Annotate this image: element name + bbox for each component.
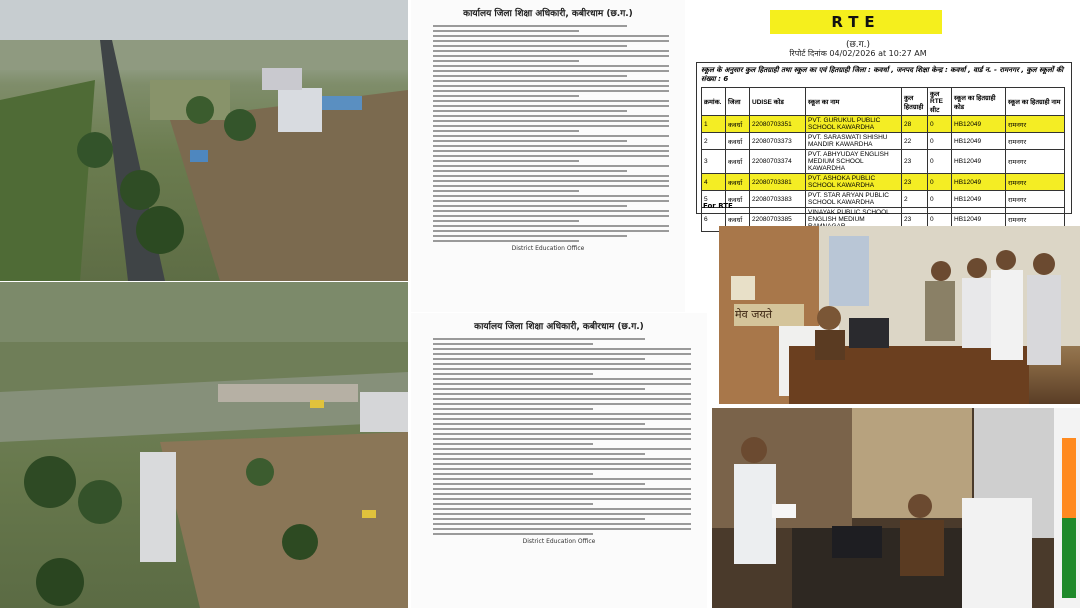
office-photo-bottom (712, 408, 1080, 608)
document-body (433, 25, 669, 242)
column-header: कुल RTE सीट (928, 88, 952, 116)
table-cell-district: कवर्धा (726, 208, 750, 232)
table-cell-seats: 0 (928, 174, 952, 191)
table-cell-udise: 22080703383 (750, 191, 806, 208)
table-cell-no: 3 (702, 150, 726, 174)
table-cell-name: रामनगर (1006, 150, 1065, 174)
column-header: स्कूल का हितग्राही कोड (952, 88, 1006, 116)
rte-table-box (696, 62, 1072, 224)
rte-report (688, 0, 1080, 222)
table-cell-name: रामनगर (1006, 191, 1065, 208)
table-cell-code: HB12049 (952, 174, 1006, 191)
table-row (702, 133, 1065, 150)
paper (772, 504, 796, 518)
officer-vest (815, 330, 845, 360)
table-cell-school: PVT. ASHOKA PUBLIC SCHOOL KAWARDHA (806, 174, 902, 191)
table-cell-total: 23 (902, 150, 928, 174)
table-cell-no: 4 (702, 174, 726, 191)
flag (1062, 438, 1076, 518)
table-cell-school: PVT. GURUKUL PUBLIC SCHOOL KAWARDHA (806, 116, 902, 133)
column-header: क्रमांक. (702, 88, 726, 116)
table-cell-school: PVT. STAR ARYAN PUBLIC SCHOOL KAWARDHA (806, 191, 902, 208)
table-cell-seats: 0 (928, 191, 952, 208)
table-row (702, 150, 1065, 174)
table-cell-code: HB12049 (952, 208, 1006, 232)
table-cell-seats: 0 (928, 116, 952, 133)
table-cell-district: कवर्धा (726, 191, 750, 208)
table-cell-no: 2 (702, 133, 726, 150)
table-cell-school: VINAYAK PUBLIC SCHOOL ENGLISH MEDIUM (806, 208, 902, 232)
aerial-photo-top (0, 0, 408, 281)
office-photo-top (719, 226, 1080, 404)
table-cell-no: 1 (702, 116, 726, 133)
visitor-shirt (734, 464, 776, 564)
column-header: UDISE कोड (750, 88, 806, 116)
office-scene-bottom (712, 408, 1080, 608)
rte-title: RTE (770, 10, 942, 34)
table-cell-total: 28 (902, 116, 928, 133)
document-signature: District Education Office (511, 245, 585, 252)
table-cell-total: 23 (902, 174, 928, 191)
building-tall (140, 452, 176, 562)
table-cell-district: कवर्धा (726, 150, 750, 174)
table-cell-udise: 22080703373 (750, 133, 806, 150)
open-ground (160, 432, 408, 608)
column-header: जिला (726, 88, 750, 116)
table-cell-seats: 0 (928, 208, 952, 232)
building-right (360, 392, 408, 432)
laptop (832, 526, 882, 558)
table-cell-total: 22 (902, 133, 928, 150)
table-cell-code: HB12049 (952, 116, 1006, 133)
visitor-head (741, 437, 767, 463)
office-scene-top (719, 226, 1080, 404)
order-document-bottom (411, 313, 707, 608)
order-document-top (411, 0, 685, 312)
table-cell-total: 23 (902, 208, 928, 232)
aerial-photo-bottom (0, 282, 408, 608)
building-school (278, 88, 322, 132)
officer-vest (900, 520, 944, 576)
crop-field-left (0, 80, 95, 281)
table-cell-code: HB12049 (952, 150, 1006, 174)
table-cell-district: कवर्धा (726, 116, 750, 133)
column-header: कुल हितग्राही (902, 88, 928, 116)
table-cell-name: रामनगर (1006, 208, 1065, 232)
rte-caption: स्कूल के अनुसार कुल हितग्राही तथा स्कूल का एवं हितग्राही जिला : कवर्धा , जनपद शिक्षा केन्द्र : कवर्धा , वार्ड न. - रामनगर , कुल स्कूलों की संख्या : 6 (701, 66, 1064, 83)
table-cell-total: 2 (902, 191, 928, 208)
rte-state: (छ.ग.) (845, 40, 871, 50)
table-cell-udise: 22080703351 (750, 116, 806, 133)
table-cell-district: कवर्धा (726, 174, 750, 191)
table-cell-seats: 0 (928, 150, 952, 174)
table-cell-udise: 22080703381 (750, 174, 806, 191)
rte-report-date: रिपोर्ट दिनांक 04/02/2026 at 10:27 AM (789, 49, 927, 58)
table-cell-udise: 22080703385 (750, 208, 806, 232)
rte-header-row (702, 88, 1065, 116)
rte-footer: For RTE (703, 202, 733, 210)
table-cell-udise: 22080703374 (750, 150, 806, 174)
document-header: कार्यालय जिला शिक्षा अधिकारी, कबीरधाम (छ.ग.) (474, 322, 644, 332)
flag-window (829, 236, 869, 306)
table-cell-seats: 0 (928, 133, 952, 150)
wall-text: मेव जयते (735, 308, 773, 321)
table-cell-no: 5 (702, 191, 726, 208)
column-header: स्कूल का नाम (806, 88, 902, 116)
document-signature: District Education Office (522, 538, 596, 545)
chair-back (962, 498, 1032, 608)
monitor (849, 318, 889, 348)
table-cell-district: कवर्धा (726, 133, 750, 150)
table-row (702, 116, 1065, 133)
table-cell-code: HB12049 (952, 191, 1006, 208)
aerial-scene-bottom (0, 282, 408, 608)
rte-table (701, 87, 1065, 232)
document-header: कार्यालय जिला शिक्षा अधिकारी, कबीरधाम (छ.ग.) (463, 9, 633, 19)
table-cell-name: रामनगर (1006, 174, 1065, 191)
officer-head (817, 306, 841, 330)
emblem-frame (731, 276, 755, 300)
officer-head (908, 494, 932, 518)
table-row (702, 191, 1065, 208)
table-cell-name: रामनगर (1006, 116, 1065, 133)
table-cell-no: 6 (702, 208, 726, 232)
table-cell-name: रामनगर (1006, 133, 1065, 150)
document-body (433, 338, 691, 535)
column-header: स्कूल का हितग्राही नाम (1006, 88, 1065, 116)
table-cell-school: PVT. ABHYUDAY ENGLISH MEDIUM SCHOOL KAWARDHA (806, 150, 902, 174)
table-cell-school: PVT. SARASWATI SHISHU MANDIR KAWARDHA (806, 133, 902, 150)
aerial-scene-top (0, 0, 408, 281)
table-row (702, 174, 1065, 191)
table-cell-code: HB12049 (952, 133, 1006, 150)
